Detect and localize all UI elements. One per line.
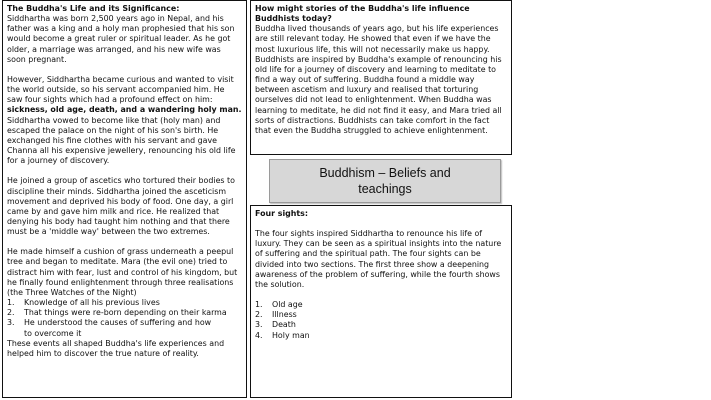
enlightenment-paragraph: He made himself a cushion of grass underneath a peepul tree and began to meditate. Mara (the evil one) tried to distract him with fear, lust and control of his kingdom, but he finally found enlightenment through three realisations (the Three Watches of the Night)	[7, 247, 238, 297]
four-sights-list-bold: sickness, old age, death, and a wandering holy man.	[7, 105, 242, 115]
list-item: 1. Old age	[255, 300, 303, 310]
ascetics-paragraph: He joined a group of ascetics who tortured their bodies to discipline their minds. Siddhartha joined the asceticism movement and deprived his body of food. One day, a girl came by and gave him milk and rice. He realized that denying his body had taught him nothing and that there must be a 'middle way' between the two extremes.	[7, 176, 235, 237]
list-item: 1. Knowledge of all his previous lives	[7, 298, 160, 308]
four-sights-list	[255, 300, 507, 341]
life-significance-heading: The Buddha's Life and its Significance:	[7, 4, 180, 13]
list-item: 4. Holy man	[255, 330, 310, 340]
three-watches-list	[7, 298, 242, 339]
life-significance-panel	[2, 0, 247, 398]
four-sights-heading: Four sights:	[255, 209, 309, 218]
four-sights-body: The four sights inspired Siddhartha to renounce his life of luxury. They can be seen as a spiritual insights into the nature of suffering and the spiritual path. The four sights can be divided into two sections. The first three show a deepening awareness of the problem of suffering, while the fourth shows the solution.	[255, 229, 502, 289]
birth-paragraph: Siddhartha was born 2,500 years ago in Nepal, and his father was a king and a holy man prophesied that his son would become a great ruler or spiritual leader. As he got older, a marriage was arranged, and his new wife was soon pregnant.	[7, 14, 235, 64]
list-item: 2. That things were re-born depending on their karma	[7, 308, 227, 318]
list-item: 2. Illness	[255, 310, 297, 320]
list-item: 3. Death	[255, 320, 296, 330]
list-item: 3. He understood the causes of suffering and how to overcome it	[7, 318, 212, 338]
four-sights-panel	[250, 205, 512, 398]
conclusion-text: These events all shaped Buddha's life experiences and helped him to discover the true nature of reality.	[7, 338, 225, 358]
four-sights-story-paragraph: However, Siddhartha became curious and wanted to visit the world outside, so his servant accompanied him. He saw four sights which had a profound effect on him: sickness, old age, death, and a wandering holy man. Siddhartha vowed to become like that (holy man) and escaped the palace on the night of his son's birth. He exchanged his fine clothes with his servant and gave Channa all his expensive jewellery, renouncing his old life for a journey of discovery.	[7, 74, 242, 166]
influence-today-panel	[250, 0, 512, 155]
page-title: Buddhism – Beliefs and teachings	[269, 159, 501, 203]
influence-today-heading: How might stories of the Buddha's life influence Buddhists today?	[255, 4, 470, 24]
influence-today-body: Buddha lived thousands of years ago, but his life experiences are still relevant today. He showed that even if we have the most luxurious life, this will not necessarily make us happy. Buddhists are inspired by Buddha's example of renouncing his old life for a journey of discovery and learning to meditate to find a way out of suffering. Buddha found a middle way between ascetism and luxury and realised that torturing ourselves did not lead to enlightenment. When Buddha was learning to meditate, he did not find it easy, and Mara tried all sorts of distractions. Buddhists can take comfort in the fact that even the Buddha struggled to achieve enlightenment.	[255, 24, 502, 135]
